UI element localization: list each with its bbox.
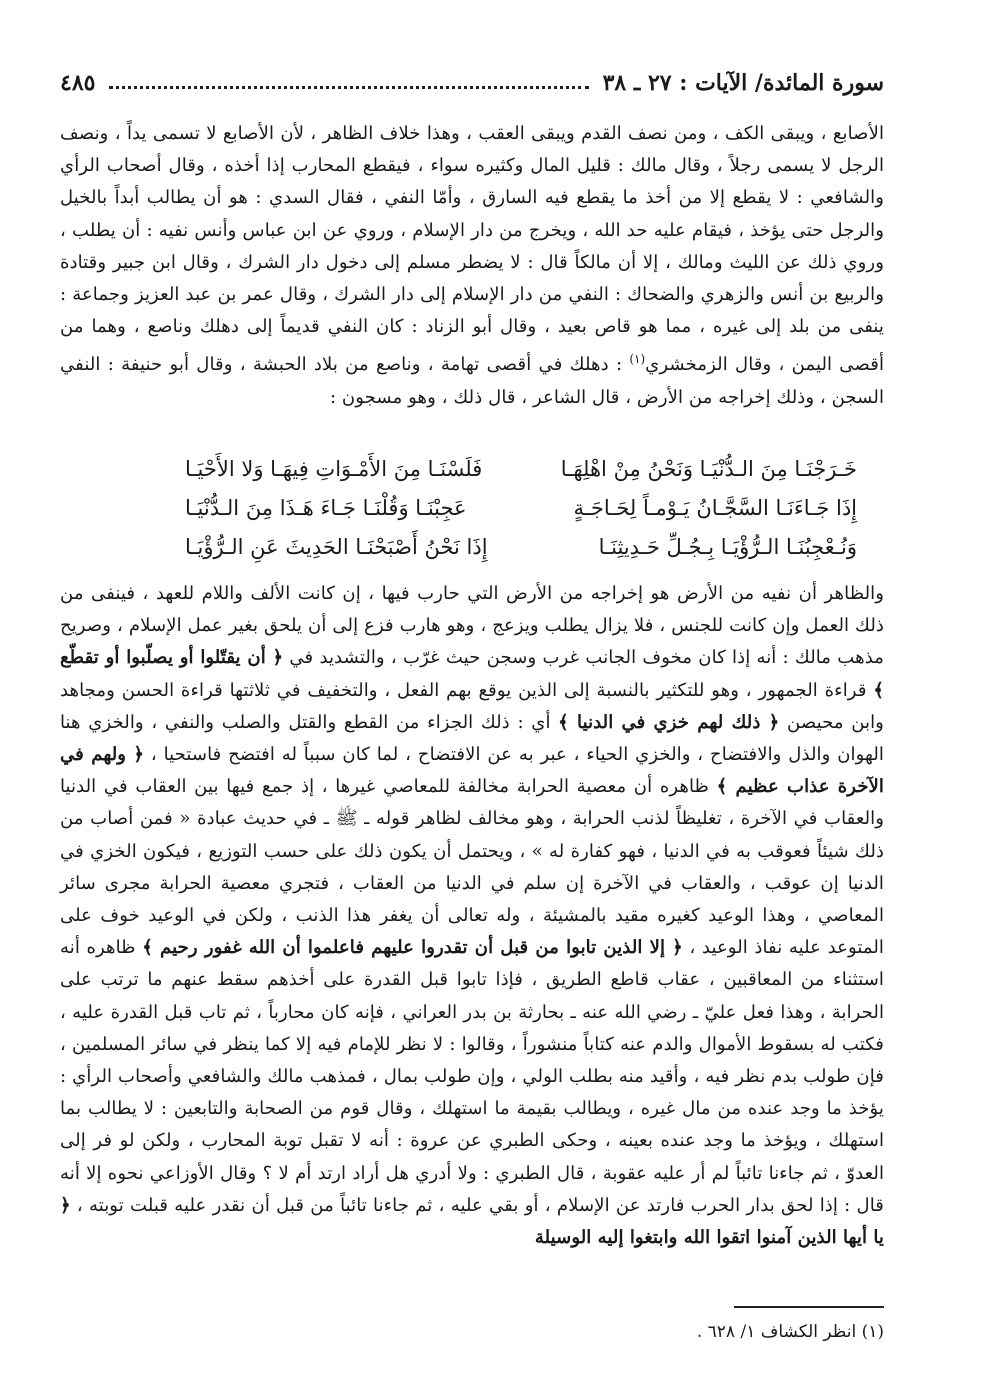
paragraph-1-continued: : دهلك في أقصى تهامة ، وناصع من بلاد الحبشة ، وقال أبو حنيفة : النفي السجن ، وذلك إخراجه من الأرض ، قال الشاعر ، قال ذلك ، وهو مسجون :	[60, 354, 884, 408]
paragraph-2-text: ظاهره أن معصية الحرابة مخالفة للمعاصي غيرها ، إذ جمع فيها بين العقاب في الدنيا والعقاب في الآخرة ، تغليظاً لذنب الحرابة ، وهو مخالف لظاهر قوله ـ ﷺ ـ في حديث عبادة « فمن أصاب من ذلك شيئاً فعوقب به في الدنيا ، فهو كفارة له » ، ويحتمل أن يكون ذلك على حسب التوزيع ، فيكون الخزي في الدنيا إن عوقب ، والعقاب في الآخرة إن سلم في الدنيا من العقاب ، فتجري معصية الحرابة مجرى سائر المعاصي ، وهذا الوعيد كغيره مقيد بالمشيئة ، وله تعالى أن يغفر هذا الذنب ، ولكن في الوعيد خوف على المتوعد عليه نفاذ الوعيد ،	[60, 776, 884, 959]
poem-line	[185, 527, 857, 566]
paragraph-2	[60, 578, 884, 1254]
paragraph-1	[60, 118, 884, 414]
footnote: (١) انظر الكشاف ١/ ٦٢٨ .	[696, 1322, 884, 1342]
quran-quote: ﴿ أن يقتّلوا أو يصلّبوا أو تقطّع ﴾	[60, 647, 884, 701]
footnote-marker: (١)	[629, 352, 646, 367]
poem-verses	[185, 449, 857, 569]
paragraph-2-text: قراءة الجمهور ، وهو للتكثير بالنسبة إلى الذين يوقع بهم الفعل ، والتخفيف في ثلاثتها قراءة الحسن ومجاهد وابن محيصن	[60, 679, 884, 733]
verse-second-hemistich: إِذَا نَحْنُ أَصْبَحْنَـا الحَدِيثَ عَنِ الـرُّؤْيَـا	[185, 534, 488, 559]
quran-quote: ﴿ ولهم في الآخرة عذاب عظيم ﴾	[60, 744, 884, 798]
verse-first-hemistich: خَـرَجْنَـا مِنَ الـدُّنْيَـا وَنَحْنُ مِنْ اهْلِهَـا	[560, 456, 857, 481]
quran-quote: ﴿ إلا الذين تابوا من قبل أن تقدروا عليهم فاعلموا أن الله غفور رحيم ﴾	[142, 937, 683, 959]
paragraph-1-text: الأصابع ، ويبقى الكف ، ومن نصف القدم ويبقى العقب ، وهذا خلاف الظاهر ، لأن الأصابع لا تسمى يداً ، ونصف الرجل لا يسمى رجلاً ، وقال مالك : قليل المال وكثيره سواء ، فيقطع المحارب إذا أخذه ، وقال أصحاب الرأي والشافعي : لا يقطع إلا من أخذ ما يقطع فيه السارق ، وأمّا النفي ، فقال السدي : هو أن يطالب أبداً بالخيل والرجل حتى يؤخذ ، فيقام عليه حد الله ، ويخرج من دار الإسلام ، وروي عن ابن عباس وأنس نفيه : أن يطلب ، وروي ذلك عن الليث ومالك ، إلا أن مالكاً قال : لا يضطر مسلم إلى دخول دار الشرك ، وقال ابن جبير وقتادة والربيع بن أنس والزهري والضحاك : النفي من دار الإسلام إلى دار الشرك ، وقال عمر بن عبد العزيز وجماعة : ينفى من بلد إلى غيره ، مما هو قاص بعيد ، وقال أبو الزناد : كان النفي قديماً إلى دهلك وناصع ، وهما من أقصى اليمن ، وقال الزمخشري	[60, 123, 884, 376]
running-header	[60, 66, 884, 100]
verse-second-hemistich: فَلَسْنَـا مِنَ الأَمْـوَاتِ فِيهَـا وَلا الأَحْيَـا	[185, 456, 483, 481]
poem-line	[185, 488, 857, 527]
quran-quote: ﴿ يا أيها الذين آمنوا اتقوا الله وابتغوا إليه الوسيلة	[60, 1194, 884, 1249]
verse-first-hemistich: إِذَا جَـاءَنَـا السَّجَّـانُ يَـوْمـاً لِحَـاجَـةٍ	[573, 495, 857, 520]
poem-line	[185, 449, 857, 488]
surah-title: سورة المائدة/ الآيات : ٢٧ ـ ٣٨	[602, 70, 884, 96]
quran-quote: ﴿ ذلك لهم خزي في الدنيا ﴾	[558, 711, 780, 733]
verse-second-hemistich: عَجِبْنَـا وَقُلْنَـا جَـاءَ هَـذَا مِنَ الـدُّنْيَـا	[185, 495, 467, 520]
paragraph-2-text: أي : ذلك الجزاء من القطع والقتل والصلب والنفي ، والخزي هنا الهوان والذل والافتضاح ، والخزي الحياء ، عبر به عن الافتضاح ، لما كان سبباً له افتضح فاستحيا ،	[60, 711, 884, 766]
paragraph-2-text: ظاهره أنه استثناء من المعاقبين ، عقاب قاطع الطريق ، فإذا تابوا قبل القدرة على أخذهم سقط عنهم ما ترتب على الحرابة ، وهذا فعل عليّ ـ رضي الله عنه ـ بحارثة بن بدر العراني ، فإنه كان محارباً ، ثم تاب قبل القدرة عليه ، فكتب له بسقوط الأموال والدم عنه كتاباً منشوراً ، وقالوا : لا نظر للإمام فيه إلا كما ينظر في سائر المسلمين ، فإن طولب بدم نظر فيه ، وأقيد منه بطلب الولي ، وإن طولب بمال ، فمذهب مالك والشافعي وأصحاب الرأي : يؤخذ ما وجد عنده من مال غيره ، ويطالب بقيمة ما استهلك ، وقال قوم من الصحابة والتابعين : لا يطالب بما استهلك ، ويؤخذ ما وجد عنده بعينه ، وحكى الطبري عن عروة : أنه لا تقبل توبة المحارب ، ولكن لو فر إلى العدوّ ، ثم جاءنا تائباً لم أر عليه عقوبة ، قال الطبري : ولا أدري هل أراد ارتد أم لا ؟ وقال الأوزاعي نحوه إلا أنه قال : إذا لحق بدار الحرب فارتد عن الإسلام ، أو بقي عليه ، ثم جاءنا تائباً من قبل أن نقدر عليه قبلت توبته ،	[60, 937, 884, 1216]
footnote-divider	[734, 1306, 884, 1308]
header-dotted-leader	[109, 86, 588, 89]
paragraph-2-text: والظاهر أن نفيه من الأرض هو إخراجه من الأرض التي حارب فيها ، إن كانت الألف واللام للعهد ، فينفى من ذلك العمل وإن كانت للجنس ، فلا يزال يطلب ويزعج ، وهو هارب فزع إلى أن يلحق بغير عمل الإسلام ، وصريح مذهب مالك : أنه إذا كان مخوف الجانب غرب وسجن حيث غرّب ، والتشديد في	[60, 583, 884, 669]
page-number: ٤٨٥	[60, 70, 96, 96]
verse-first-hemistich: وَنُـعْجِبُنَـا الـرُّؤْيَـا بِـجُـلِّ حَـدِيثِنَـا	[598, 534, 857, 559]
